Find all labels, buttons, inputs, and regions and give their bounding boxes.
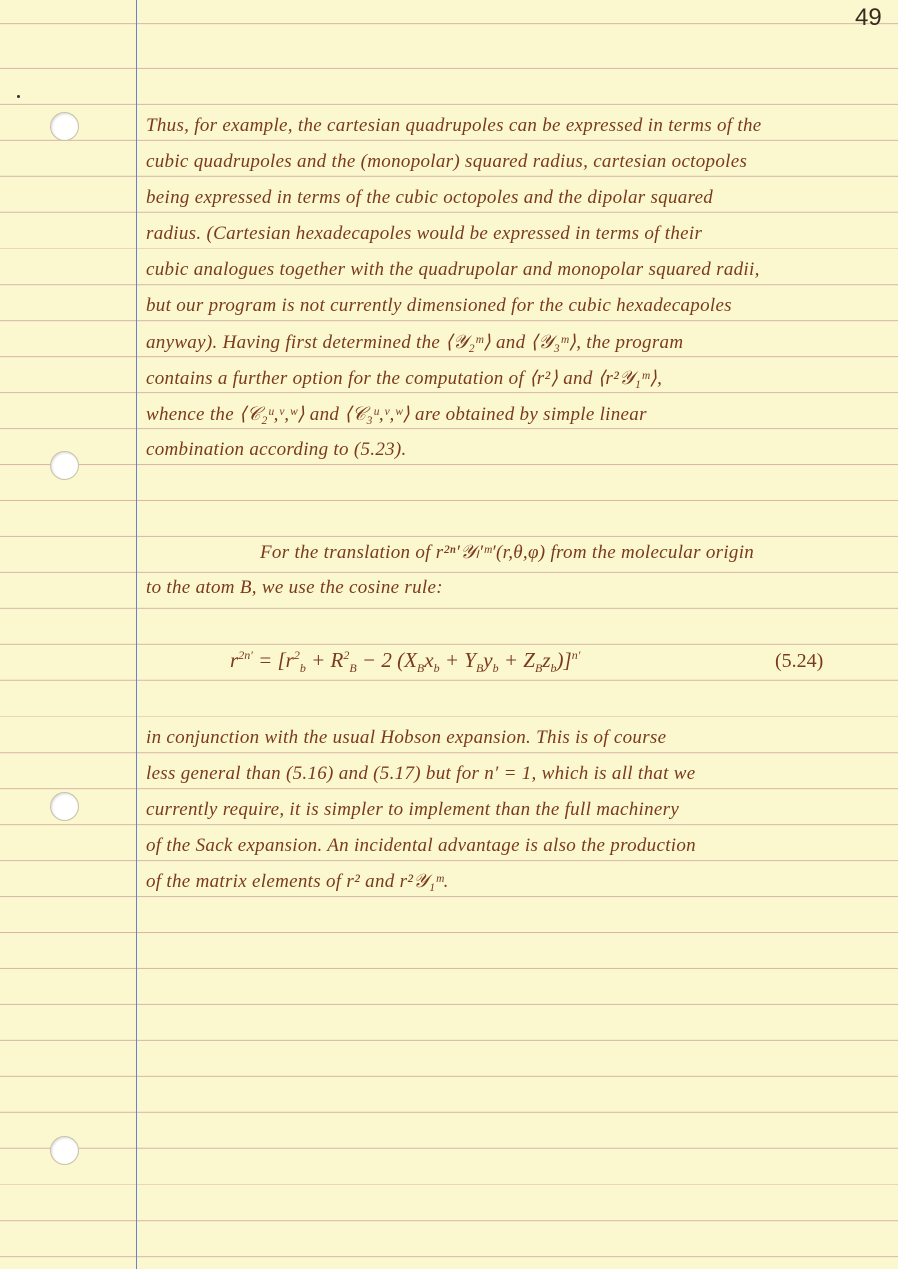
text-line: Thus, for example, the cartesian quadrupoles can be expressed in terms of the — [146, 115, 762, 136]
text-line: to the atom B, we use the cosine rule: — [146, 577, 443, 598]
punch-hole — [50, 1136, 79, 1165]
page-number: 49 — [855, 4, 882, 31]
text-line: combination according to (5.23). — [146, 439, 407, 460]
text-line: anyway). Having first determined the ⟨𝒴₂ᵐ⟩ and ⟨𝒴₃ᵐ⟩, the program — [146, 332, 684, 353]
text-line: cubic quadrupoles and the (monopolar) squared radius, cartesian octopoles — [146, 151, 748, 172]
text-line: contains a further option for the computation of ⟨r²⟩ and ⟨r²𝒴₁ᵐ⟩, — [146, 368, 663, 389]
equation-cosine-rule: $r^{2n'} = [r^2_b + R^2_B - 2$ $(X_Bx_b + Y_By_b + Z_Bz_b)]^{n'}$ — [230, 648, 581, 676]
text-line: For the translation of r²ⁿ′𝒴ₗ′ᵐ′(r,θ,φ) from the molecular origin — [260, 542, 755, 563]
text-line: being expressed in terms of the cubic octopoles and the dipolar squared — [146, 187, 714, 208]
text-line: in conjunction with the usual Hobson expansion. This is of course — [146, 727, 667, 748]
text-line: radius. (Cartesian hexadecapoles would be expressed in terms of their — [146, 223, 703, 244]
text-line: currently require, it is simpler to implement than the full machinery — [146, 799, 680, 820]
punch-hole — [50, 451, 79, 480]
text-line: cubic analogues together with the quadrupolar and monopolar squared radii, — [146, 259, 760, 280]
text-line: but our program is not currently dimensioned for the cubic hexadecapoles — [146, 295, 732, 316]
text-line: of the Sack expansion. An incidental advantage is also the production — [146, 835, 696, 856]
ink-dot — [17, 95, 20, 98]
margin-rule — [136, 0, 137, 1269]
punch-hole — [50, 112, 79, 141]
equation-number: (5.24) — [775, 650, 824, 672]
punch-hole — [50, 792, 79, 821]
text-line: of the matrix elements of r² and r²𝒴₁ᵐ. — [146, 871, 449, 892]
text-line: less general than (5.16) and (5.17) but for n′ = 1, which is all that we — [146, 763, 696, 784]
text-line: whence the ⟨𝒞₂ᵘ,ᵛ,ʷ⟩ and ⟨𝒞₃ᵘ,ᵛ,ʷ⟩ are obtained by simple linear — [146, 404, 647, 425]
